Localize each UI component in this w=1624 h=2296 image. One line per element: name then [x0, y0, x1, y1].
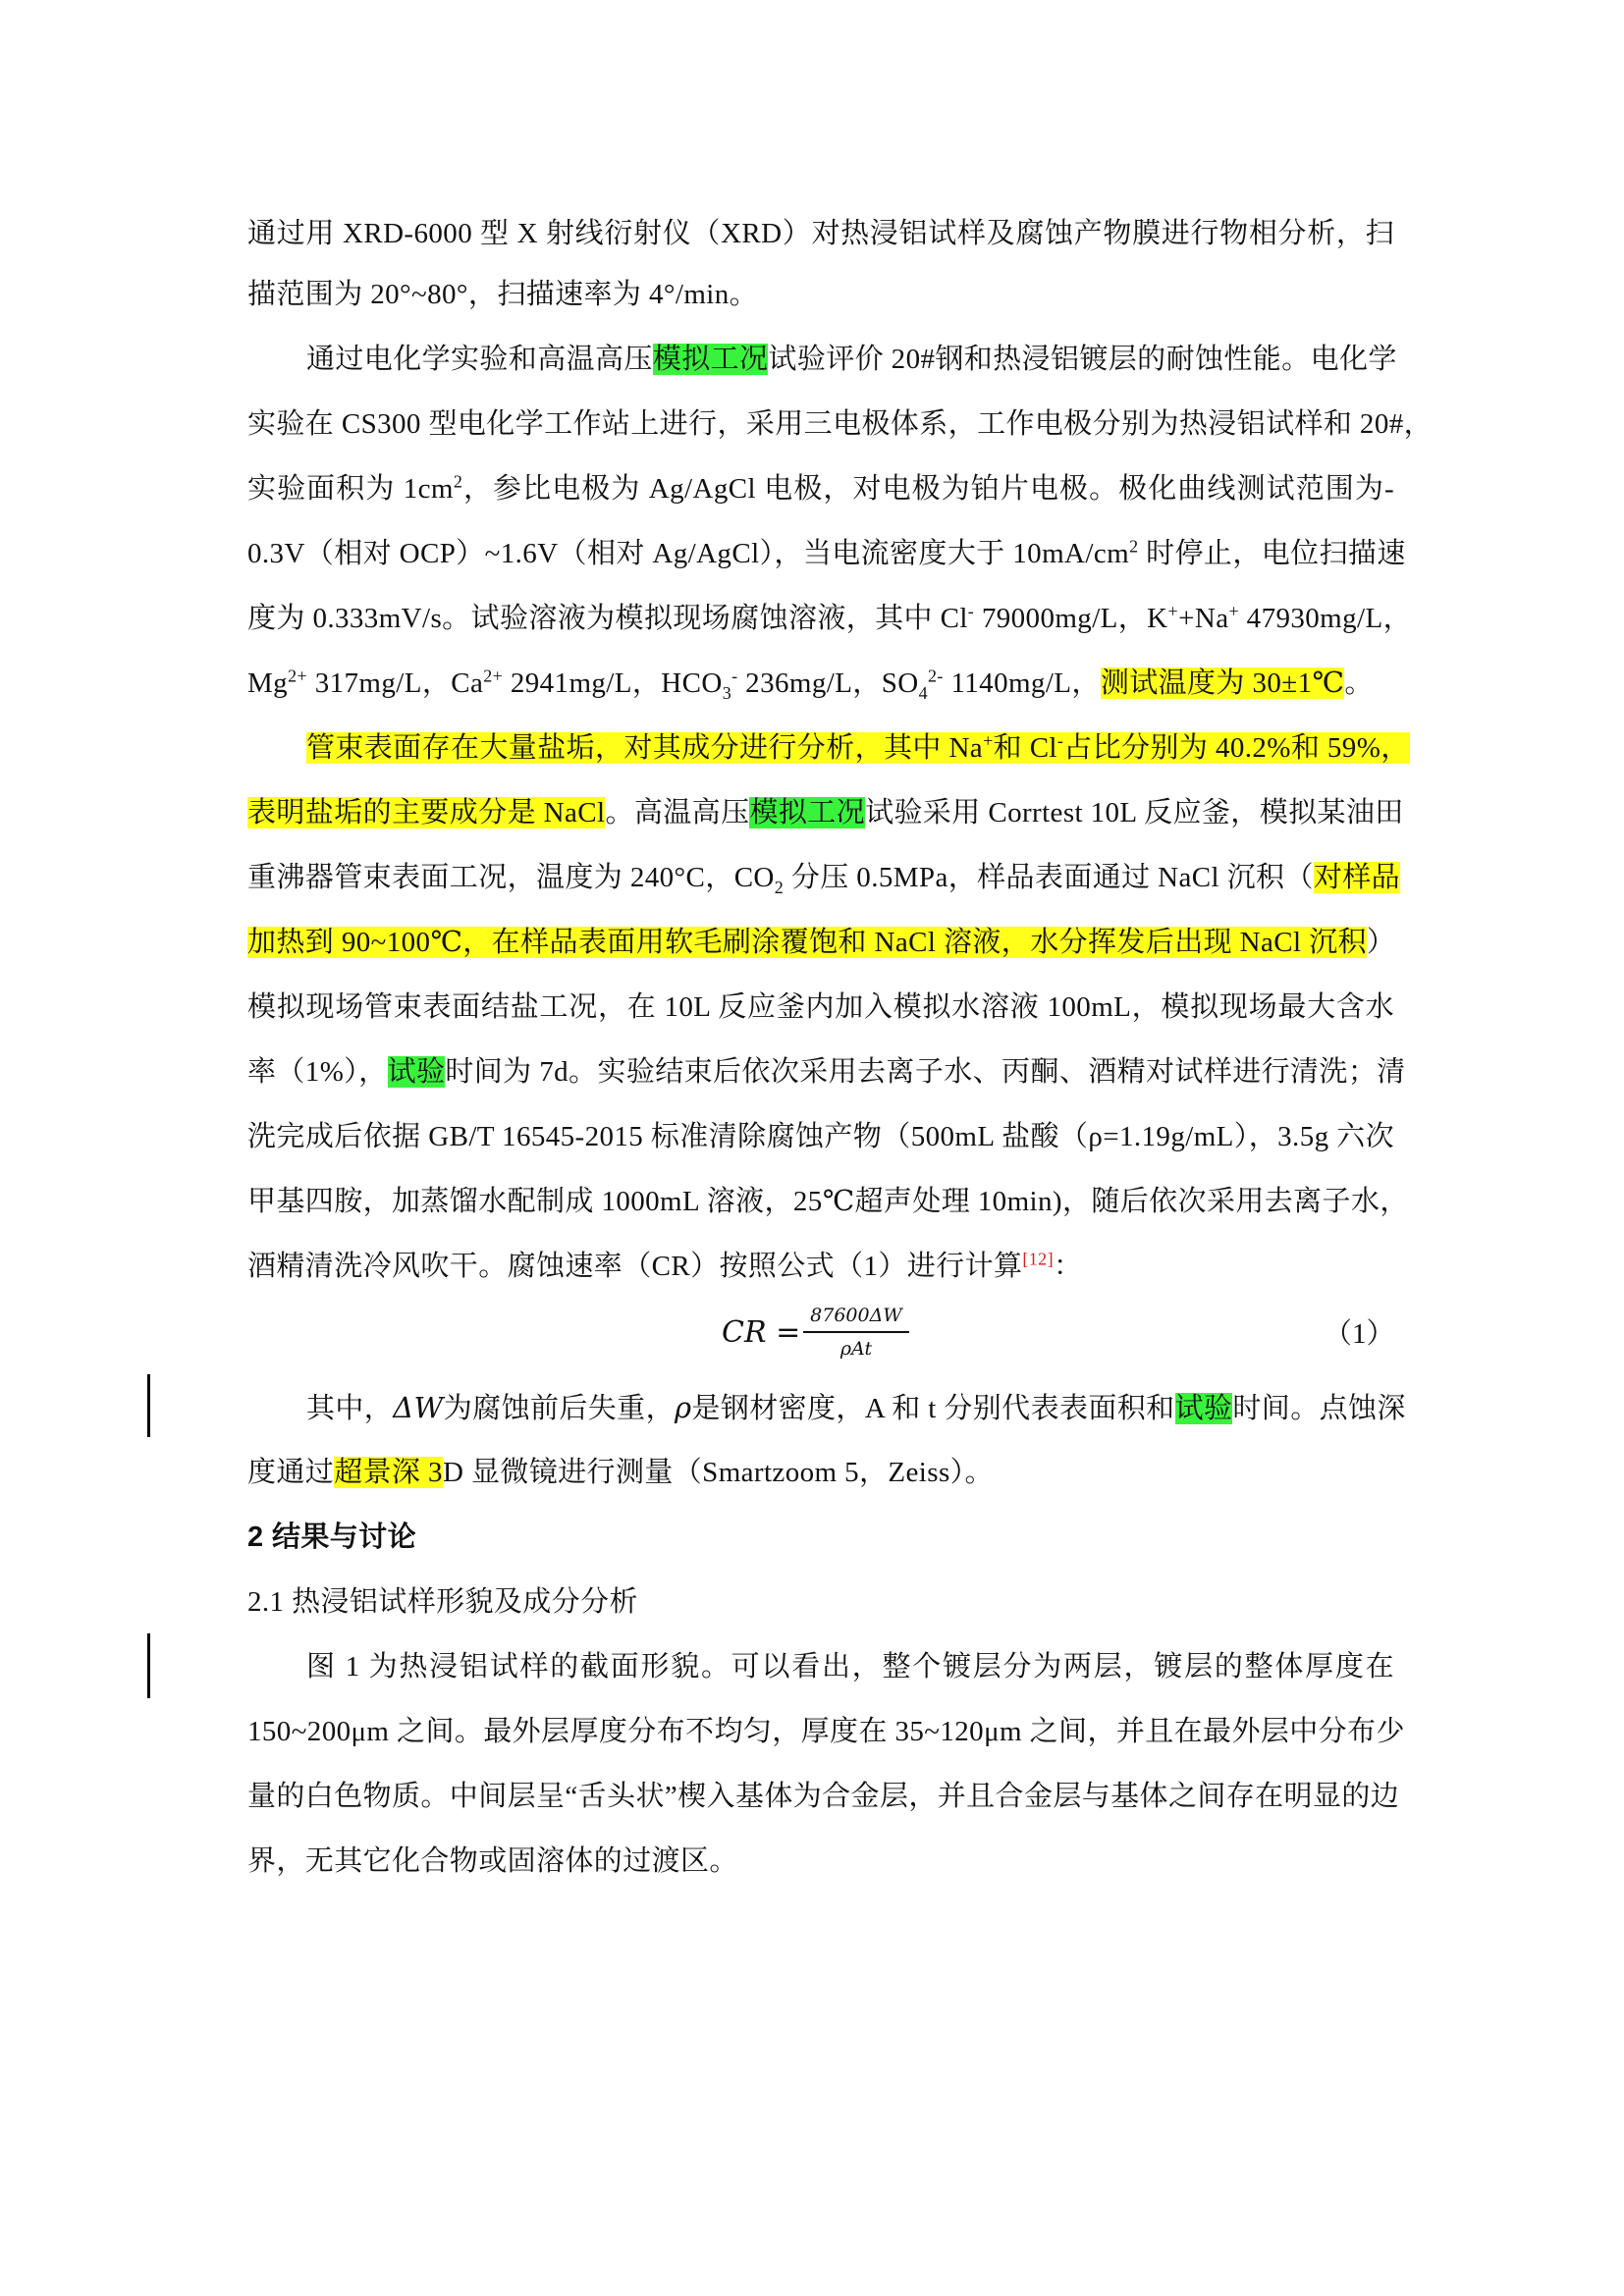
text-line: 度通过超景深 3D 显微镜进行测量（Smartzoom 5，Zeiss）。 [247, 1457, 994, 1488]
text-line: 实验在 CS300 型电化学工作站上进行，采用三电极体系，工作电极分别为热浸铝试样和 20#， [247, 408, 1434, 440]
text-line: 甲基四胺，加蒸馏水配制成 1000mL 溶液，25℃超声处理 10min)，随后依次采用去离子水， [247, 1186, 1409, 1217]
revision-bar [147, 1374, 150, 1437]
highlight-green: 模拟工况 [749, 797, 866, 828]
highlight-green: 试验 [387, 1056, 446, 1088]
equation-number: （1） [1324, 1318, 1395, 1350]
equation-fraction [803, 1302, 909, 1362]
text-line: 150~200μm 之间。最外层厚度分布不均匀，厚度在 35~120μm 之间，并且在最外层中分布少 [247, 1716, 1405, 1747]
text-line: 加热到 90~100℃，在样品表面用软毛刷涂覆饱和 NaCl 溶液，水分挥发后出现 NaCl 沉积） [247, 927, 1396, 958]
text-line: 量的白色物质。中间层呈“舌头状”楔入基体为合金层，并且合金层与基体之间存在明显的边 [247, 1781, 1400, 1812]
highlight-green: 试验 [1174, 1393, 1233, 1424]
equation [722, 1302, 908, 1376]
text-line: 率（1%），试验时间为 7d。实验结束后依次采用去离子水、丙酮、酒精对试样进行清洗；清 [247, 1056, 1406, 1088]
equation-lhs: CR = [722, 1315, 801, 1350]
fraction-bar [803, 1331, 909, 1333]
highlight-yellow: 加热到 90~100℃，在样品表面用软毛刷涂覆饱和 NaCl 溶液，水分挥发后出现 NaCl 沉积 [247, 927, 1367, 958]
highlight-yellow: 测试温度为 30±1℃ [1100, 667, 1345, 699]
text-line: 其中，ΔW为腐蚀前后失重，ρ是钢材密度，A 和 t 分别代表表面积和试验时间。点蚀深 [306, 1391, 1406, 1424]
highlight-green: 模拟工况 [652, 344, 769, 375]
text-line: $Mg^{2+}$ 317mg/L，$Ca^{2+}$ 2941mg/L，$HCO_3^-$ 236mg/L，$SO_4^{2-}$ 1140mg/L，测试温度为 30±1℃。 [247, 666, 1374, 703]
text-line: 表明盐垢的主要成分是 NaCl。高温高压模拟工况试验采用 Corrtest 10L 反应釜，模拟某油田 [247, 797, 1404, 828]
text-line: 重沸器管束表面工况，温度为 240°C，$CO_2$ 分压 0.5MPa，样品表面通过 NaCl 沉积（对样品 [247, 862, 1401, 897]
text-line: 界，无其它化合物或固溶体的过渡区。 [247, 1845, 738, 1877]
text-line: 实验面积为 $1cm^2$，参比电极为 Ag/AgCl 电极，对电极为铂片电极。极化曲线测试范围为- [247, 471, 1394, 505]
text-line: 描范围为 20°~80°，扫描速率为 4°/min。 [247, 279, 759, 310]
text-line: 通过用 XRD-6000 型 X 射线衍射仪（XRD）对热浸铝试样及腐蚀产物膜进行物相分析，扫 [247, 218, 1394, 249]
highlight-yellow: 管束表面存在大量盐垢，对其成分进行分析，其中 Na+和 Cl-占比分别为 40.2%和 59%， [306, 730, 1410, 764]
citation-link[interactable]: [12] [1022, 1249, 1054, 1269]
text-line: 图 1 为热浸铝试样的截面形貌。可以看出，整个镀层分为两层，镀层的整体厚度在 [306, 1651, 1394, 1682]
revision-bar [147, 1633, 150, 1698]
subsection-heading: 2.1 热浸铝试样形貌及成分分析 [247, 1586, 638, 1618]
text-line: 洗完成后依据 GB/T 16545-2015 标准清除腐蚀产物（500mL 盐酸（ρ=1.19g/mL），3.5g 六次 [247, 1121, 1394, 1152]
text-line: 度为 0.333mV/s。试验溶液为模拟现场腐蚀溶液，其中 Cl- 79000mg/L，K++Na+ 47930mg/L， [247, 601, 1413, 634]
highlight-yellow: 表明盐垢的主要成分是 NaCl [247, 797, 606, 828]
section-heading: 2 结果与讨论 [247, 1522, 416, 1553]
text-line: 0.3V（相对 OCP）~1.6V（相对 Ag/AgCl），当电流密度大于 $10mA/cm^2$ 时停止，电位扫描速 [247, 536, 1406, 569]
text-line: 酒精清洗冷风吹干。腐蚀速率（CR）按照公式（1）进行计算[12]： [247, 1249, 1083, 1282]
equation-denominator: ρAt [839, 1338, 873, 1360]
highlight-yellow: 对样品 [1313, 862, 1401, 893]
text-line [306, 728, 1410, 768]
highlight-yellow: 超景深 3 [334, 1457, 443, 1488]
equation-numerator: 87600ΔW [810, 1305, 902, 1326]
text-line: 模拟现场管束表面结盐工况，在 10L 反应釜内加入模拟水溶液 100mL，模拟现场最大含水 [247, 991, 1394, 1023]
text-line: 通过电化学实验和高温高压模拟工况试验评价 20#钢和热浸铝镀层的耐蚀性能。电化学 [306, 344, 1397, 375]
